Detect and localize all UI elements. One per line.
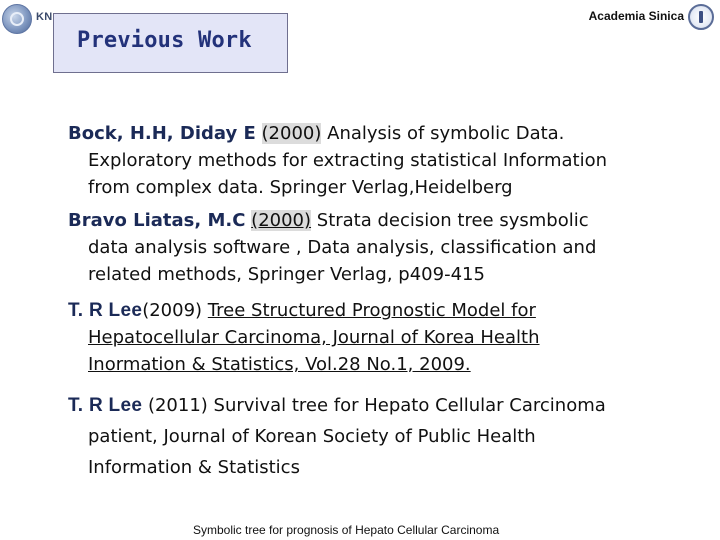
reference-line: from complex data. Springer Verlag,Heidelberg bbox=[88, 177, 513, 198]
university-logo-text: KN bbox=[36, 11, 53, 23]
reference-author: Bock, H.H, Diday E bbox=[68, 123, 256, 144]
reference-line: data analysis software , Data analysis, classification and bbox=[88, 237, 597, 258]
reference-line: Information & Statistics bbox=[88, 457, 300, 478]
academia-sinica-logo-icon bbox=[688, 4, 714, 30]
reference-line: Inormation & Statistics, Vol.28 No.1, 2009. bbox=[88, 354, 471, 375]
reference-title: Strata decision tree sysmbolic bbox=[316, 210, 589, 231]
reference-item bbox=[68, 390, 708, 483]
page-title: Previous Work bbox=[77, 28, 252, 53]
reference-title: Analysis of symbolic Data. bbox=[327, 123, 565, 144]
reference-item bbox=[68, 207, 708, 288]
reference-title: Survival tree for Hepato Cellular Carcinoma bbox=[213, 395, 606, 416]
reference-title: Tree Structured Prognostic Model for bbox=[207, 300, 536, 321]
reference-year: (2000) bbox=[251, 210, 312, 231]
reference-line: patient, Journal of Korean Society of Public Health bbox=[88, 426, 536, 447]
reference-year: (2009) bbox=[142, 300, 203, 321]
reference-author: T. R Lee bbox=[68, 300, 143, 321]
reference-line: related methods, Springer Verlag, p409-415 bbox=[88, 264, 485, 285]
reference-year: (2000) bbox=[261, 123, 322, 144]
reference-list bbox=[68, 120, 708, 483]
reference-line: Exploratory methods for extracting statistical Information bbox=[88, 150, 608, 171]
university-logo-icon bbox=[2, 4, 32, 34]
footer-caption: Symbolic tree for prognosis of Hepato Cellular Carcinoma bbox=[193, 523, 500, 537]
reference-item bbox=[68, 120, 708, 201]
affiliation-label: Academia Sinica bbox=[588, 9, 684, 23]
reference-author: T. R Lee bbox=[68, 395, 143, 416]
reference-line: Hepatocellular Carcinoma, Journal of Korea Health bbox=[88, 327, 540, 348]
reference-year: (2011) bbox=[147, 395, 208, 416]
reference-author: Bravo Liatas, M.C bbox=[68, 210, 246, 231]
reference-item bbox=[68, 297, 708, 378]
